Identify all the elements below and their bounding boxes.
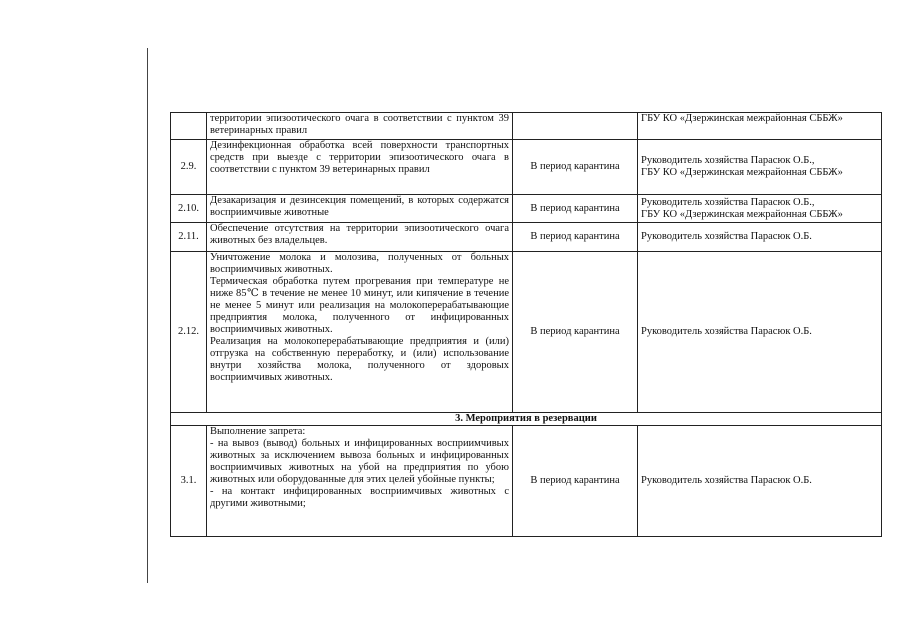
responsible-cell <box>638 426 882 537</box>
responsible-cell <box>638 195 882 223</box>
measure-text <box>207 252 513 413</box>
term-cell: В период карантина <box>513 140 638 195</box>
table-row <box>171 195 882 223</box>
measure-paragraph: Обеспечение отсутствия на территории эпизоотического очага животных без владельцев. <box>210 223 509 246</box>
page-margin-line <box>147 48 148 583</box>
table-row <box>171 252 882 413</box>
term-cell: В период карантина <box>513 252 638 413</box>
responsible-cell <box>638 113 882 140</box>
term-cell: В период карантина <box>513 426 638 537</box>
row-number: 2.10. <box>171 195 207 223</box>
row-number: 3.1. <box>171 426 207 537</box>
row-number: 2.11. <box>171 223 207 252</box>
responsible-line: Руководитель хозяйства Парасюк О.Б., <box>641 155 815 166</box>
responsible-cell <box>638 252 882 413</box>
table-row <box>171 426 882 537</box>
term-cell: В период карантина <box>513 223 638 252</box>
measure-text <box>207 195 513 223</box>
measure-paragraph: - на вывоз (вывод) больных и инфицированных восприимчивых животных за исключением вывоза больных и инфицированных восприимчивых животных на убой на предприятия по убою животных или оборудованные для этих целей убойные пункты; <box>210 438 509 485</box>
row-number: 2.12. <box>171 252 207 413</box>
measure-paragraph: Термическая обработка путем прогревания при температуре не ниже 85℃ в течение не менее 10 минут, или кипячение в течение не менее 5 минут или реализация на молокоперерабатывающие предприятия молока, полученного от инфицированных восприимчивых животных. <box>210 276 509 335</box>
responsible-line: ГБУ КО «Дзержинская межрайонная СББЖ» <box>641 167 843 178</box>
measure-text <box>207 113 513 140</box>
term-cell: В период карантина <box>513 195 638 223</box>
table-row <box>171 223 882 252</box>
measure-paragraph: - на контакт инфицированных восприимчивых животных с другими животными; <box>210 486 509 509</box>
section-title: 3. Мероприятия в резервации <box>171 413 882 426</box>
responsible-line: ГБУ КО «Дзержинская межрайонная СББЖ» <box>641 208 843 220</box>
measures-table <box>170 112 882 537</box>
measure-text <box>207 426 513 537</box>
responsible-cell <box>638 140 882 195</box>
measure-paragraph: Уничтожение молока и молозива, полученных от больных восприимчивых животных. <box>210 252 509 275</box>
row-number: 2.9. <box>171 140 207 195</box>
responsible-line: ГБУ КО «Дзержинская межрайонная СББЖ» <box>641 113 843 124</box>
measure-text <box>207 223 513 252</box>
responsible-line: Руководитель хозяйства Парасюк О.Б. <box>641 231 812 242</box>
table-row <box>171 140 882 195</box>
measure-paragraph: Реализация на молокоперерабатывающие предприятия и (или) отгрузка на собственную переработку, и (или) использование внутри хозяйства молока, полученного от здоровых восприимчивых животных. <box>210 336 509 383</box>
responsible-line: Руководитель хозяйства Парасюк О.Б. <box>641 475 812 486</box>
measure-paragraph: территории эпизоотического очага в соответствии с пунктом 39 ветеринарных правил <box>210 113 509 136</box>
section-header-row <box>171 413 882 426</box>
responsible-line: Руководитель хозяйства Парасюк О.Б., <box>641 196 815 208</box>
responsible-line: Руководитель хозяйства Парасюк О.Б. <box>641 326 812 337</box>
measure-text <box>207 140 513 195</box>
table-row <box>171 113 882 140</box>
measure-paragraph: Выполнение запрета: <box>210 426 306 437</box>
measure-paragraph: Дезинфекционная обработка всей поверхности транспортных средств при выезде с территории эпизоотического очага в соответствии с пунктом 39 ветеринарных правил <box>210 140 509 175</box>
row-number <box>171 113 207 140</box>
measure-paragraph: Дезакаризация и дезинсекция помещений, в которых содержатся восприимчивые животные <box>210 195 509 218</box>
responsible-cell <box>638 223 882 252</box>
term-cell <box>513 113 638 140</box>
